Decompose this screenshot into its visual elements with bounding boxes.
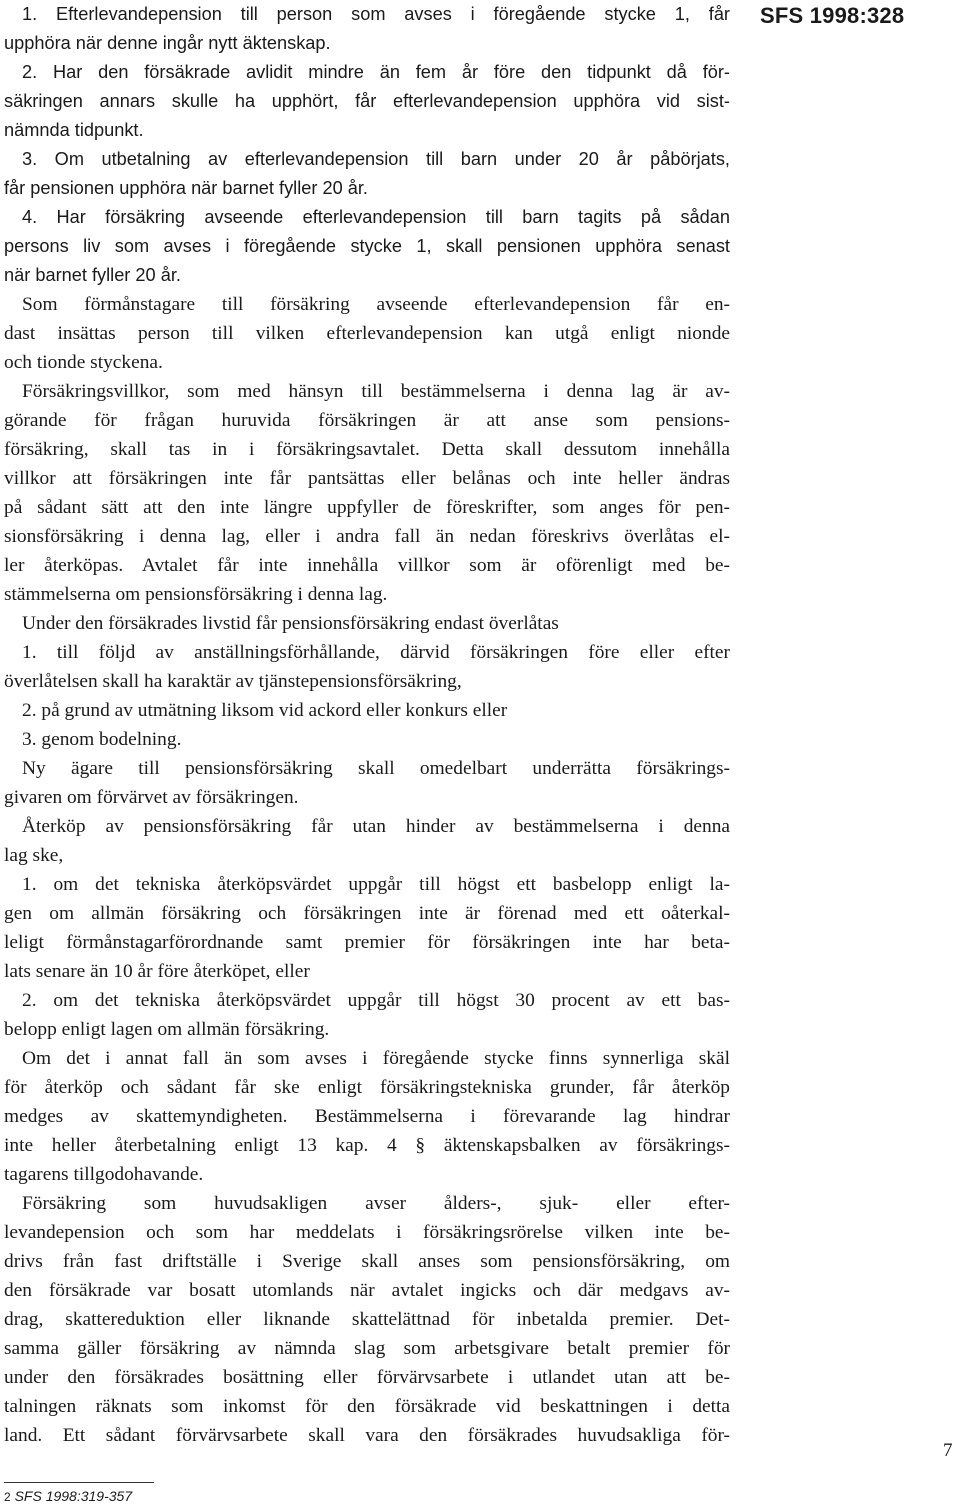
- text-line: leligt förmånstagarförordnande samt premier för försäkringen inte har beta-: [4, 932, 730, 953]
- text-line: 3. genom bodelning.: [22, 729, 182, 750]
- text-line: Om det i annat fall än som avses i föregående stycke finns synnerliga skäl: [22, 1048, 730, 1069]
- footnote: [4, 1488, 132, 1504]
- text-line: medges av skattemyndigheten. Bestämmelserna i förevarande lag hindrar: [4, 1106, 730, 1127]
- footnote-number: 2: [4, 1490, 11, 1504]
- text-line: 3. Om utbetalning av efterlevandepension till barn under 20 år påbörjats,: [22, 149, 730, 169]
- text-line: samma gäller försäkring av nämnda slag som arbetsgivare betalt premier för: [4, 1338, 730, 1359]
- text-line: upphöra när denne ingår nytt äktenskap.: [4, 33, 331, 53]
- text-line: gen om allmän försäkring och försäkringen inte är förenad med ett oåterkal-: [4, 903, 730, 924]
- text-line: när barnet fyller 20 år.: [4, 265, 181, 285]
- text-line: under den försäkrades bosättning eller förvärvsarbete i utlandet utan att be-: [4, 1367, 730, 1388]
- text-line: lats senare än 10 år före återköpet, eller: [4, 961, 310, 982]
- text-line: villkor att försäkringen inte får pantsättas eller belånas och inte heller ändras: [4, 468, 730, 489]
- text-line: levandepension och som har meddelats i försäkringsrörelse vilken inte be-: [4, 1222, 730, 1243]
- text-line: försäkring, skall tas in i försäkringsavtalet. Detta skall dessutom innehålla: [4, 439, 730, 460]
- text-line: dast insättas person till vilken efterlevandepension kan utgå enligt nionde: [4, 323, 730, 344]
- text-line: görande för frågan huruvida försäkringen är att anse som pensions-: [4, 410, 730, 431]
- body-text: [4, 0, 730, 1450]
- text-line: talningen räknats som inkomst för den försäkrade vid beskattningen i detta: [4, 1396, 730, 1417]
- text-line: 1. till följd av anställningsförhållande, därvid försäkringen före eller efter: [22, 642, 730, 663]
- text-line: belopp enligt lagen om allmän försäkring.: [4, 1019, 330, 1040]
- text-line: stämmelserna om pensionsförsäkring i denna lag.: [4, 584, 388, 605]
- text-line: 2. Har den försäkrade avlidit mindre än fem år före den tidpunkt då för-: [22, 62, 730, 82]
- text-line: Som förmånstagare till försäkring avseende efterlevandepension får en-: [22, 294, 730, 315]
- text-line: överlåtelsen skall ha karaktär av tjänstepensionsförsäkring,: [4, 671, 462, 692]
- text-line: givaren om förvärvet av försäkringen.: [4, 787, 299, 808]
- text-line: sionsförsäkring i denna lag, eller i andra fall än nedan föreskrivs överlåtas el-: [4, 526, 730, 547]
- text-line: på sådant sätt att den inte längre uppfyller de föreskrifter, som anges för pen-: [4, 497, 730, 518]
- text-line: nämnda tidpunkt.: [4, 120, 144, 140]
- text-line: och tionde styckena.: [4, 352, 163, 373]
- text-line: Återköp av pensionsförsäkring får utan hinder av bestämmelserna i denna: [22, 816, 730, 837]
- text-line: ler återköpas. Avtalet får inte innehålla villkor som är oförenligt med be-: [4, 555, 730, 576]
- text-line: tagarens tillgodohavande.: [4, 1164, 204, 1185]
- text-line: säkringen annars skulle ha upphört, får efterlevandepension upphöra vid sist-: [4, 91, 730, 111]
- text-line: 4. Har försäkring avseende efterlevandepension till barn tagits på sådan: [22, 207, 730, 227]
- text-line: för återköp och sådant får ske enligt försäkringstekniska grunder, får återköp: [4, 1077, 730, 1098]
- text-line: Försäkringsvillkor, som med hänsyn till bestämmelserna i denna lag är av-: [22, 381, 730, 402]
- text-line: 2. på grund av utmätning liksom vid ackord eller konkurs eller: [22, 700, 508, 721]
- text-line: den försäkrade var bosatt utomlands när avtalet ingicks och där medgavs av-: [4, 1280, 730, 1301]
- page-number: 7: [943, 1440, 953, 1461]
- text-line: 1. om det tekniska återköpsvärdet uppgår till högst ett basbelopp enligt la-: [22, 874, 730, 895]
- text-line: Under den försäkrades livstid får pensionsförsäkring endast överlåtas: [22, 613, 559, 634]
- text-line: får pensionen upphöra när barnet fyller 20 år.: [4, 178, 368, 198]
- text-line: 2. om det tekniska återköpsvärdet uppgår till högst 30 procent av ett bas-: [22, 990, 730, 1011]
- text-line: Ny ägare till pensionsförsäkring skall omedelbart underrätta försäkrings-: [22, 758, 730, 779]
- text-line: Försäkring som huvudsakligen avser ålders-, sjuk- eller efter-: [22, 1193, 730, 1214]
- text-line: drivs från fast driftställe i Sverige skall anses som pensionsförsäkring, om: [4, 1251, 730, 1272]
- text-line: persons liv som avses i föregående stycke 1, skall pensionen upphöra senast: [4, 236, 730, 256]
- text-line: lag ske,: [4, 845, 64, 866]
- text-line: 1. Efterlevandepension till person som avses i föregående stycke 1, får: [22, 4, 730, 24]
- sfs-reference-header: SFS 1998:328: [760, 3, 905, 28]
- text-line: land. Ett sådant förvärvsarbete skall vara den försäkrades huvudsakliga för-: [4, 1425, 730, 1446]
- footnote-divider: [4, 1482, 154, 1483]
- text-line: inte heller återbetalning enligt 13 kap. 4 § äktenskapsbalken av försäkrings-: [4, 1135, 730, 1156]
- footnote-source: SFS 1998:319-357: [14, 1488, 133, 1504]
- text-line: drag, skattereduktion eller liknande skattelättnad för inbetalda premier. Det-: [4, 1309, 730, 1330]
